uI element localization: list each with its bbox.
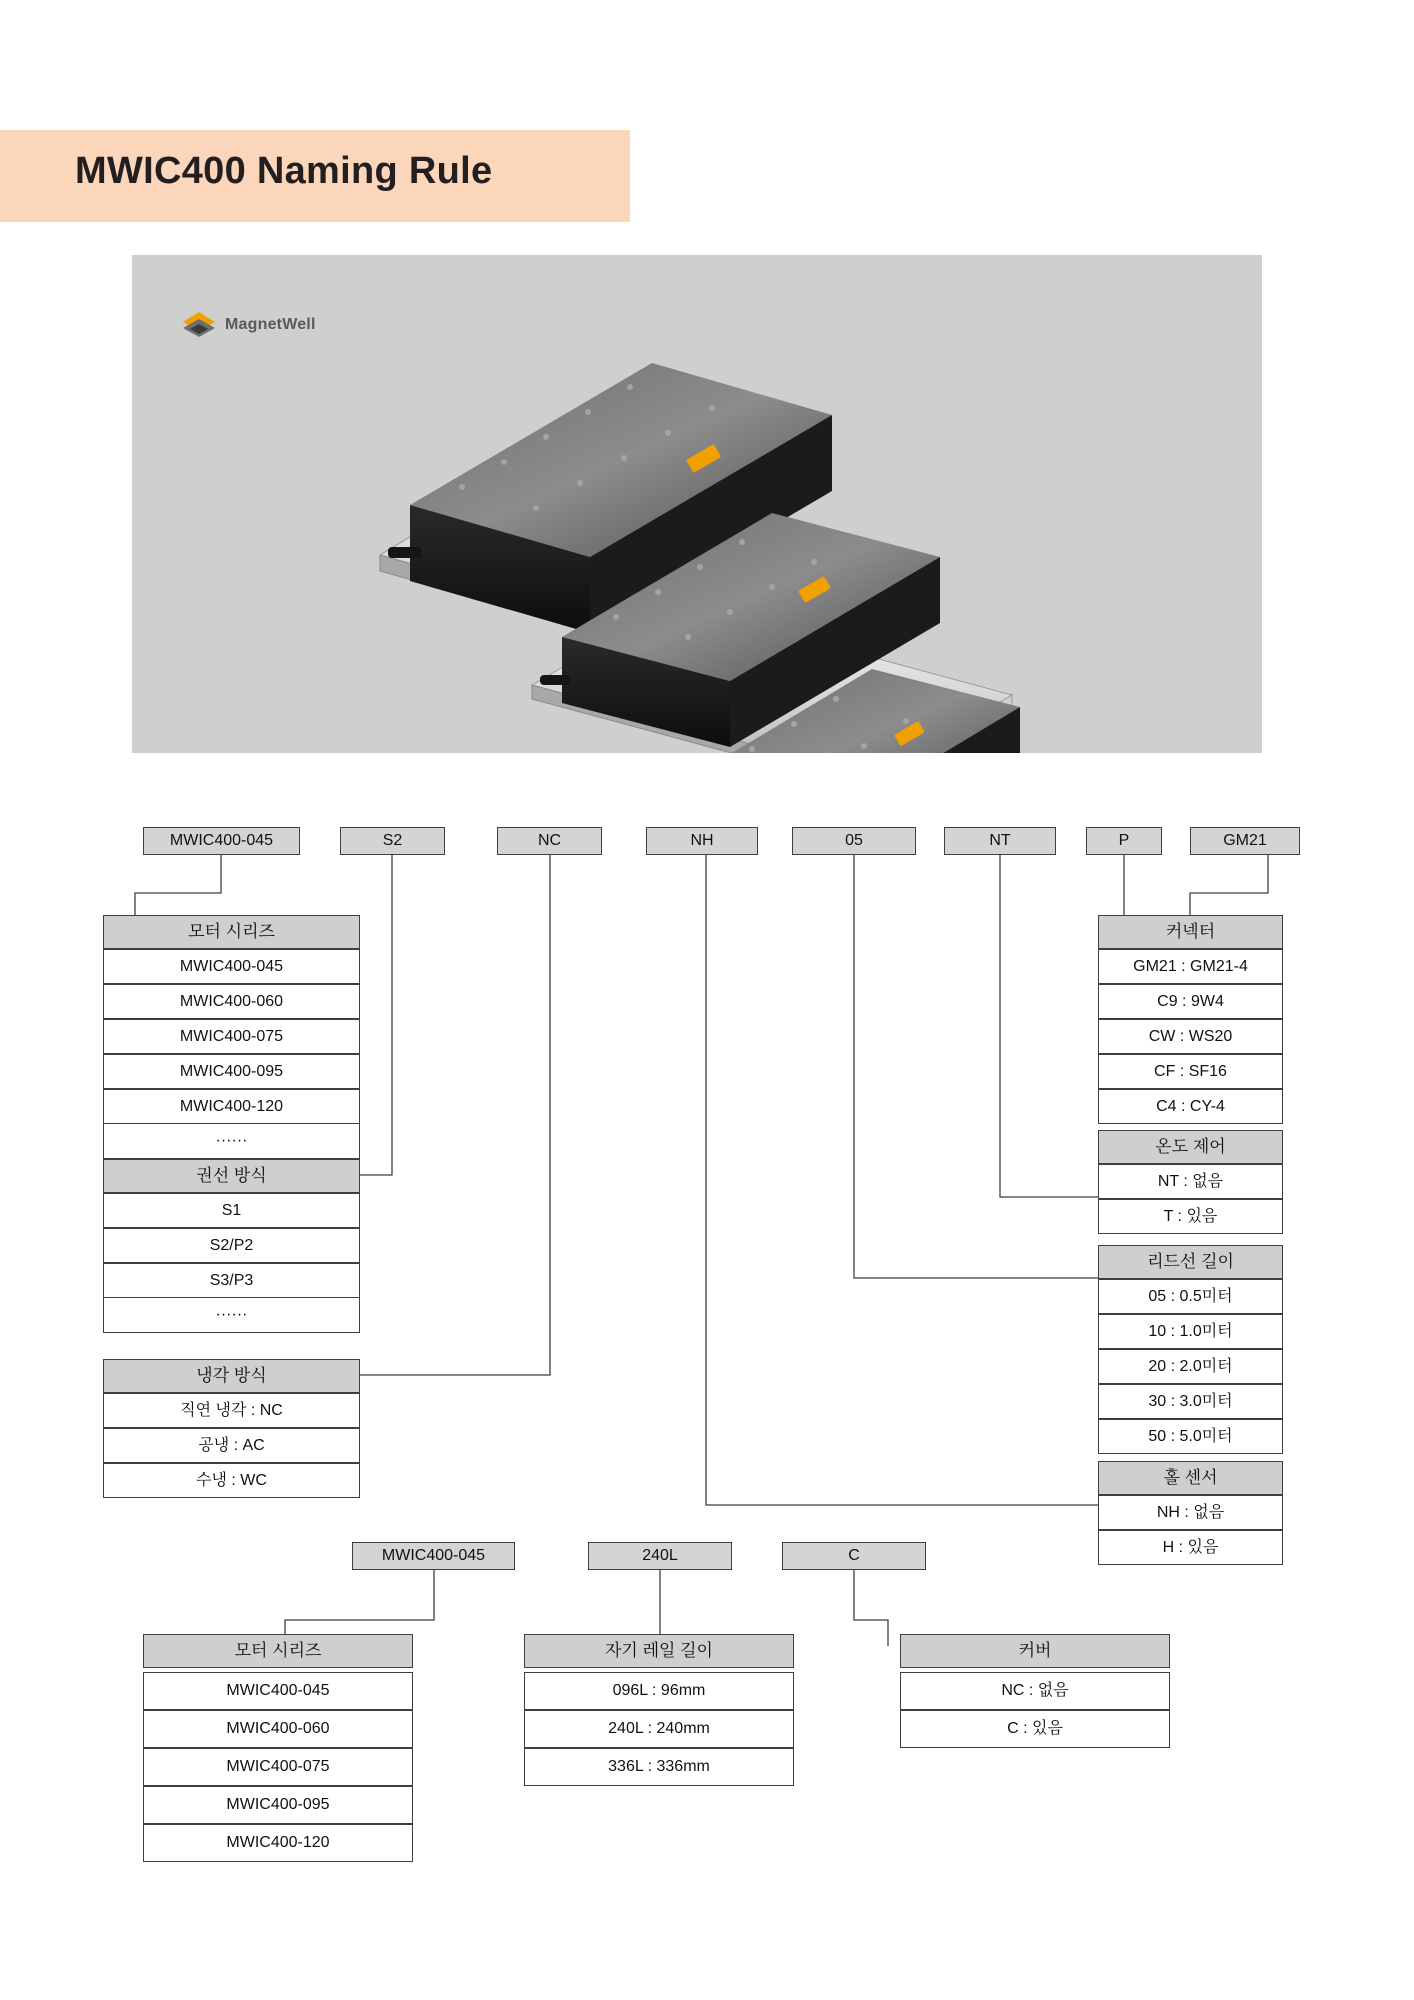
group-row: S1 (103, 1193, 360, 1228)
group-row: MWIC400-060 (103, 984, 360, 1019)
group-header-winding: 권선 방식 (103, 1159, 360, 1193)
code-token-temp-control[interactable]: NT (944, 827, 1056, 855)
group-row: C4 : CY-4 (1098, 1089, 1283, 1124)
group-row: H : 있음 (1098, 1530, 1283, 1565)
group-row: MWIC400-075 (143, 1748, 413, 1786)
group-row: 공냉 : AC (103, 1428, 360, 1463)
group-row: C9 : 9W4 (1098, 984, 1283, 1019)
group-row: MWIC400-045 (143, 1672, 413, 1710)
group-row: 50 : 5.0미터 (1098, 1419, 1283, 1454)
group-row: MWIC400-075 (103, 1019, 360, 1054)
code-token-motor-series[interactable]: MWIC400-045 (143, 827, 300, 855)
group-header-hall-sensor: 홀 센서 (1098, 1461, 1283, 1495)
code-token-winding[interactable]: S2 (340, 827, 445, 855)
group-row: ······ (103, 1124, 360, 1159)
motor-illustration (132, 255, 1262, 753)
group-row: CW : WS20 (1098, 1019, 1283, 1054)
group-row: NT : 없음 (1098, 1164, 1283, 1199)
group-row: T : 있음 (1098, 1199, 1283, 1234)
group-row: 20 : 2.0미터 (1098, 1349, 1283, 1384)
group-row: NC : 없음 (900, 1672, 1170, 1710)
code-token-lead-length[interactable]: 05 (792, 827, 916, 855)
page-title: MWIC400 Naming Rule (75, 150, 493, 192)
code-token-connector[interactable]: GM21 (1190, 827, 1300, 855)
group-row: 수냉 : WC (103, 1463, 360, 1498)
code-token-cover-p[interactable]: P (1086, 827, 1162, 855)
group-header-cover: 커버 (900, 1634, 1170, 1668)
group-row: ······ (103, 1298, 360, 1333)
group-row: C : 있음 (900, 1710, 1170, 1748)
code-token-cover[interactable]: C (782, 1542, 926, 1570)
group-row: GM21 : GM21-4 (1098, 949, 1283, 984)
brand-name: MagnetWell (225, 316, 316, 333)
group-row: MWIC400-120 (103, 1089, 360, 1124)
group-header-motor-series: 모터 시리즈 (103, 915, 360, 949)
code-token-cooling[interactable]: NC (497, 827, 602, 855)
group-row: 336L : 336mm (524, 1748, 794, 1786)
group-header-rail-length: 자기 레일 길이 (524, 1634, 794, 1668)
group-header-temp-control: 온도 제어 (1098, 1130, 1283, 1164)
code-token-motor-series-2[interactable]: MWIC400-045 (352, 1542, 515, 1570)
group-header-motor-series-2: 모터 시리즈 (143, 1634, 413, 1668)
product-image (132, 255, 1262, 753)
group-header-lead-length: 리드선 길이 (1098, 1245, 1283, 1279)
group-header-connector: 커넥터 (1098, 915, 1283, 949)
group-row: CF : SF16 (1098, 1054, 1283, 1089)
group-row: 30 : 3.0미터 (1098, 1384, 1283, 1419)
group-row: S2/P2 (103, 1228, 360, 1263)
group-row: S3/P3 (103, 1263, 360, 1298)
group-header-cooling: 냉각 방식 (103, 1359, 360, 1393)
group-row: 240L : 240mm (524, 1710, 794, 1748)
group-row: 096L : 96mm (524, 1672, 794, 1710)
code-token-rail-length[interactable]: 240L (588, 1542, 732, 1570)
group-row: MWIC400-095 (143, 1786, 413, 1824)
group-row: MWIC400-120 (143, 1824, 413, 1862)
group-row: 05 : 0.5미터 (1098, 1279, 1283, 1314)
group-row: MWIC400-045 (103, 949, 360, 984)
group-row: 10 : 1.0미터 (1098, 1314, 1283, 1349)
code-token-hall-sensor[interactable]: NH (646, 827, 758, 855)
group-row: MWIC400-060 (143, 1710, 413, 1748)
group-row: NH : 없음 (1098, 1495, 1283, 1530)
group-row: MWIC400-095 (103, 1054, 360, 1089)
group-row: 직연 냉각 : NC (103, 1393, 360, 1428)
